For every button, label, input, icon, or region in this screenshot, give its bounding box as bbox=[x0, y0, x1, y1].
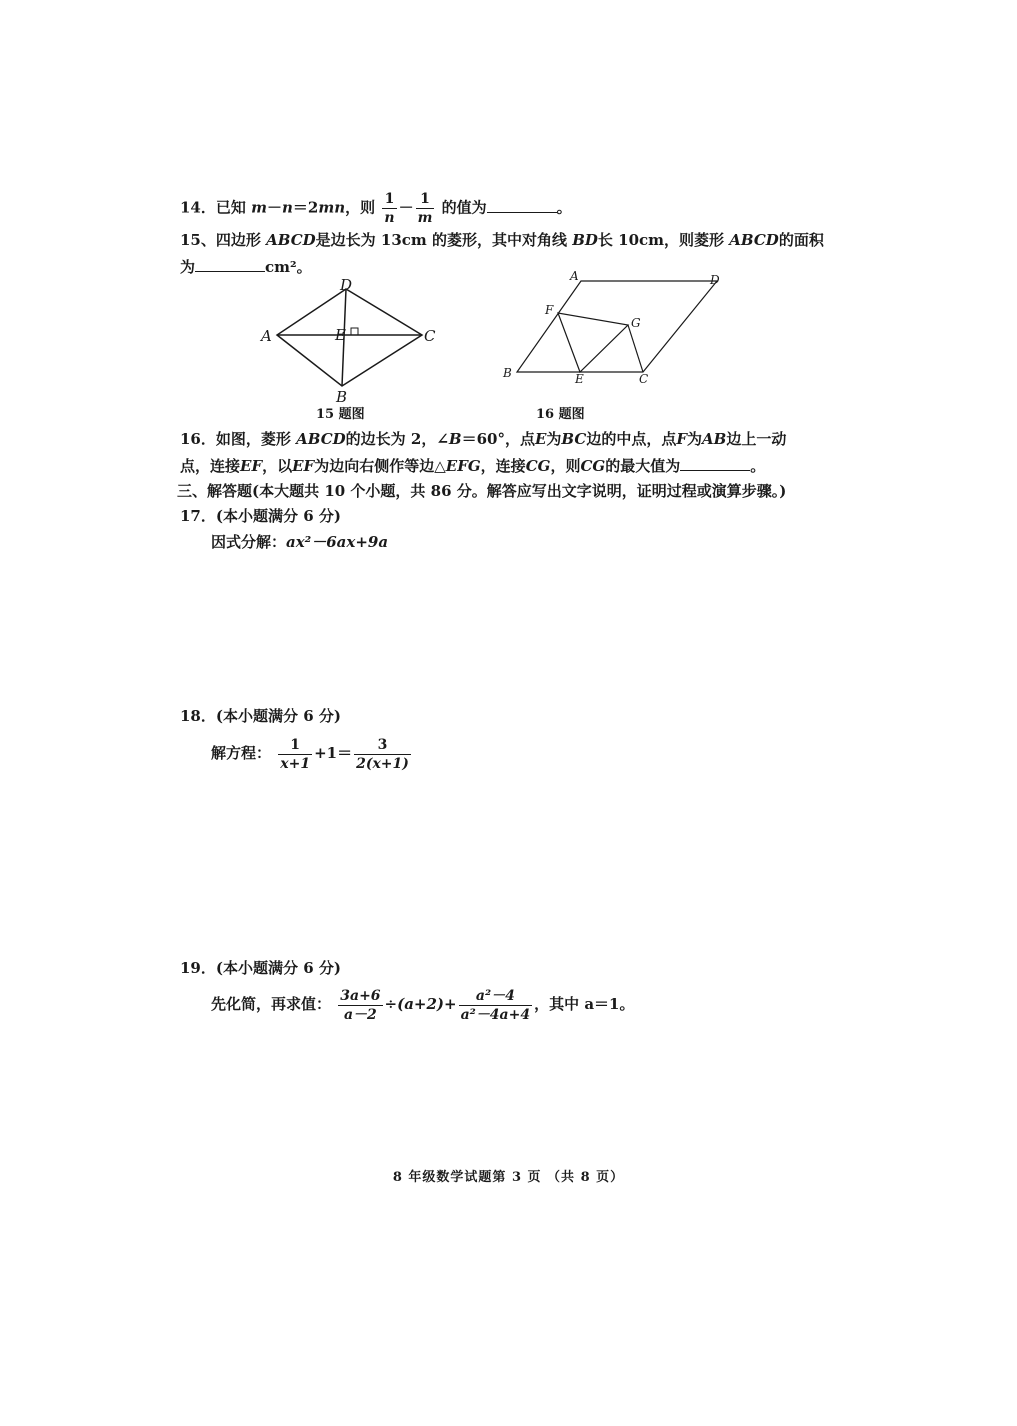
answer-blank[interactable] bbox=[487, 198, 557, 213]
q16-text: 点，连接 bbox=[180, 457, 241, 475]
q14-frac-minus: － bbox=[398, 198, 414, 217]
fraction-lhs: $\frac{1}{x+1}$ bbox=[280, 736, 311, 772]
var-bd: BD bbox=[572, 231, 598, 249]
q16-text: 边的中点，点 bbox=[586, 430, 677, 448]
q16-text: 为 bbox=[687, 430, 703, 448]
question-17-body bbox=[211, 531, 388, 553]
question-19-header bbox=[180, 957, 341, 979]
question-16 bbox=[180, 428, 786, 450]
section-3-heading: 三、解答题(本大题共 10 个小题，共 86 分。解答应写出文字说明，证明过程或演算步骤。) bbox=[177, 482, 787, 500]
q17-expression: ax²－6ax+9a bbox=[286, 533, 389, 551]
var-bc: BC bbox=[561, 430, 587, 448]
answer-blank[interactable] bbox=[680, 456, 750, 471]
question-number: 15、 bbox=[180, 231, 216, 249]
question-19-body bbox=[211, 984, 635, 1024]
q16-text: ＝60°，点 bbox=[461, 430, 535, 448]
q15-text: 为 bbox=[180, 258, 196, 276]
q16-text: ，以 bbox=[262, 457, 293, 475]
q16-text: 的最大值为 bbox=[605, 457, 681, 475]
q15-text: 四边形 bbox=[215, 231, 261, 249]
question-17-header bbox=[180, 505, 341, 527]
var-n: n bbox=[282, 198, 293, 217]
figure-15-caption: 15 题图 bbox=[316, 407, 365, 422]
triangle-efg bbox=[558, 313, 628, 372]
answer-blank[interactable] bbox=[195, 257, 265, 272]
q14-minus: － bbox=[267, 198, 283, 217]
q15-unit: cm²。 bbox=[265, 258, 312, 276]
var-f: F bbox=[676, 430, 687, 448]
label-d: D bbox=[340, 276, 353, 294]
q16-text: 边上一动 bbox=[726, 430, 787, 448]
fraction-2: $\frac{\text{a²－4}}{\text{a²－4a+4}}$ bbox=[460, 987, 531, 1023]
var-b: B bbox=[448, 430, 462, 448]
page-footer: 8 年级数学试题第 3 页 （共 8 页） bbox=[392, 1170, 625, 1185]
q16-end: 。 bbox=[750, 457, 766, 475]
rhombus-outline bbox=[517, 281, 717, 372]
question-number: 16． bbox=[180, 430, 216, 448]
score-label: (本小题满分 6 分) bbox=[215, 959, 341, 977]
label-c: C bbox=[639, 372, 649, 386]
question-number: 17． bbox=[180, 507, 216, 525]
q14-end: 。 bbox=[556, 198, 572, 217]
q17-prompt: 因式分解： bbox=[211, 533, 287, 551]
q14-equals: ＝2 bbox=[292, 198, 319, 217]
question-14 bbox=[180, 192, 572, 225]
var-efg: EFG bbox=[445, 457, 481, 475]
label-b: B bbox=[336, 388, 348, 406]
var-cg: CG bbox=[525, 457, 551, 475]
var-mn: mn bbox=[318, 198, 346, 217]
q16-text: 的边长为 2，∠ bbox=[345, 430, 449, 448]
label-b: B bbox=[503, 366, 512, 380]
label-e: E bbox=[575, 372, 584, 386]
q19-middle: ÷(a+2)+ bbox=[384, 995, 457, 1013]
label-d: D bbox=[710, 273, 720, 287]
fraction-1: $\frac{3a+6}{a-2}$ bbox=[340, 987, 381, 1023]
question-15 bbox=[180, 229, 824, 251]
segment-cg bbox=[628, 325, 643, 372]
q16-text: 如图，菱形 bbox=[215, 430, 291, 448]
q16-text: 为边向右侧作等边△ bbox=[314, 457, 446, 475]
question-18-header bbox=[180, 705, 341, 727]
score-label: (本小题满分 6 分) bbox=[215, 707, 341, 725]
var-abcd: ABCD bbox=[729, 231, 779, 249]
figure-15-rhombus bbox=[255, 272, 445, 407]
var-abcd: ABCD bbox=[296, 430, 346, 448]
q14-text: 已知 bbox=[215, 198, 246, 217]
fraction-1-over-n: $\frac{1}{n}$ bbox=[384, 191, 395, 226]
q14-post: 的值为 bbox=[441, 198, 487, 217]
var-m: m bbox=[251, 198, 267, 217]
q14-then: ，则 bbox=[345, 198, 376, 217]
figure-16-caption: 16 题图 bbox=[536, 407, 585, 422]
label-a: A bbox=[570, 269, 579, 283]
var-abcd: ABCD bbox=[266, 231, 316, 249]
q18-prompt: 解方程： bbox=[211, 744, 272, 762]
q15-text: 的面积 bbox=[778, 231, 824, 249]
rhombus-outline bbox=[277, 289, 422, 386]
var-ab: AB bbox=[702, 430, 727, 448]
question-16-line-2 bbox=[180, 455, 765, 477]
q16-text: ，则 bbox=[550, 457, 581, 475]
score-label: (本小题满分 6 分) bbox=[215, 507, 341, 525]
label-c: C bbox=[424, 327, 436, 345]
question-number: 18． bbox=[180, 707, 216, 725]
question-number: 19． bbox=[180, 959, 216, 977]
q16-text: 为 bbox=[546, 430, 562, 448]
figure-16-rhombus bbox=[495, 265, 735, 395]
label-a: A bbox=[261, 327, 272, 345]
q15-text: 长 10cm，则菱形 bbox=[597, 231, 725, 249]
var-ef: EF bbox=[240, 457, 263, 475]
question-18-body bbox=[211, 733, 413, 773]
question-number: 14． bbox=[180, 198, 216, 217]
label-e: E bbox=[335, 326, 346, 344]
label-g: G bbox=[631, 316, 641, 330]
var-cg: CG bbox=[580, 457, 606, 475]
var-e: E bbox=[534, 430, 547, 448]
q19-prompt: 先化简，再求值： bbox=[211, 995, 332, 1013]
q15-text: 是边长为 13cm 的菱形，其中对角线 bbox=[315, 231, 567, 249]
var-ef: EF bbox=[292, 457, 315, 475]
label-f: F bbox=[545, 303, 554, 317]
fraction-1-over-m: $\frac{1}{m}$ bbox=[417, 191, 433, 226]
q16-text: ，连接 bbox=[480, 457, 526, 475]
right-angle-mark bbox=[351, 328, 358, 335]
q18-plus-one: +1＝ bbox=[314, 744, 353, 762]
q19-tail: ，其中 a＝1。 bbox=[534, 995, 635, 1013]
fraction-rhs: $\frac{3}{2(x+1)}$ bbox=[356, 736, 409, 772]
